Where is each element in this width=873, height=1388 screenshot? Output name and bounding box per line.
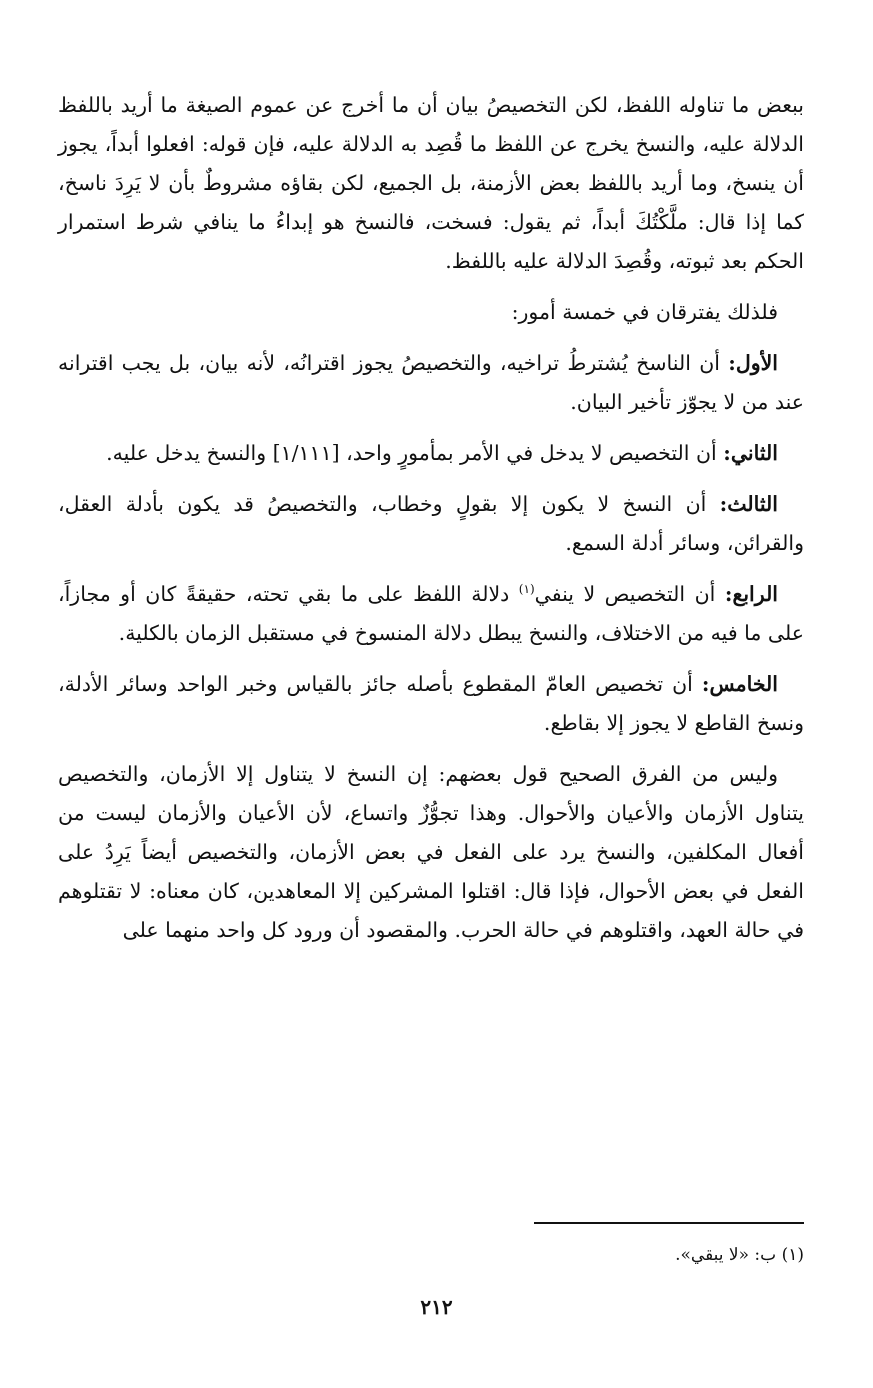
page-number: ٢١٢	[420, 1295, 453, 1319]
page-body	[58, 86, 804, 962]
footnote-reference[interactable]: (١)	[518, 582, 535, 597]
paragraph-first	[58, 344, 804, 422]
paragraph-lead: الخامس:	[701, 672, 778, 696]
paragraph-text: أن النسخ لا يكون إلا بقولٍ وخطاب، والتخصيصُ قد يكون بأدلة العقل، والقرائن، وسائر أدلة السمع.	[58, 492, 804, 555]
footnote-text: ب: «لا يبقي».	[675, 1245, 777, 1265]
paragraph-lead: الأول:	[728, 351, 778, 375]
footnote	[304, 1240, 804, 1270]
paragraph-text: وليس من الفرق الصحيح قول بعضهم: إن النسخ لا يتناول إلا الأزمان، والتخصيص يتناول الأزمان والأعيان والأحوال. وهذا تجوُّزٌ واتساع، لأن الأعيان والأزمان ليست من أفعال المكلفين، والنسخ يرد على الفعل في بعض الأزمان، والتخصيص أيضاً يَرِدُ على الفعل في بعض الأحوال، فإذا قال: اقتلوا المشركين إلا المعاهدين، كان معناه: لا تقتلوهم في حالة العهد، واقتلوهم في حالة الحرب. والمقصود أن ورود كل واحد منهما على	[58, 762, 804, 942]
paragraph-text-before-note: أن التخصيص لا ينفي	[534, 582, 725, 606]
paragraph-text: دلالة اللفظ على ما بقي تحته، حقيقةً كان أو مجازاً، على ما فيه من الاختلاف، والنسخ يبطل دلالة المنسوخ في مستقبل الزمان بالكلية.	[58, 582, 804, 645]
footnote-divider	[534, 1222, 804, 1224]
paragraph-fourth	[58, 575, 804, 653]
paragraph-text: ببعض ما تناوله اللفظ، لكن التخصيصُ بيان أن ما أخرج عن عموم الصيغة ما أريد باللفظ الدلالة عليه، والنسخ يخرج عن اللفظ ما قُصِد به الدلالة عليه، فإن قوله: افعلوا أبداً، يجوز أن ينسخ، وما أريد باللفظ بعض الأزمنة، بل الجميع، لكن بقاؤه مشروطٌ بأن لا يَرِدَ ناسخ، كما إذا قال: ملَّكْتُكَ أبداً، ثم يقول: فسخت، فالنسخ هو إبداءُ ما ينافي شرط استمرار الحكم بعد ثبوته، وقُصِدَ الدلالة عليه باللفظ.	[58, 93, 804, 273]
paragraph-lead: الثالث:	[719, 492, 778, 516]
paragraph-closing	[58, 755, 804, 950]
paragraph-intro	[58, 86, 804, 281]
paragraph-lead: الثاني:	[723, 441, 778, 465]
paragraph-text: أن تخصيص العامّ المقطوع بأصله جائز بالقياس وخبر الواحد وسائر الأدلة، ونسخ القاطع لا يجوز إلا بقاطع.	[58, 672, 804, 735]
paragraph-lead: الرابع:	[724, 582, 779, 606]
paragraph-text: أن التخصيص لا يدخل في الأمر بمأمورٍ واحد، [١/١١١] والنسخ يدخل عليه.	[106, 441, 724, 465]
footnote-marker: (١)	[781, 1245, 804, 1265]
paragraph-five-matters	[58, 293, 804, 332]
paragraph-second	[58, 434, 804, 473]
paragraph-text: أن الناسخ يُشترطُ تراخيه، والتخصيصُ يجوز اقترانُه، لأنه بيان، بل يجب اقترانه عند من لا يجوّز تأخير البيان.	[58, 351, 804, 414]
paragraph-text: فلذلك يفترقان في خمسة أمور:	[511, 300, 778, 324]
paragraph-third	[58, 485, 804, 563]
paragraph-fifth	[58, 665, 804, 743]
